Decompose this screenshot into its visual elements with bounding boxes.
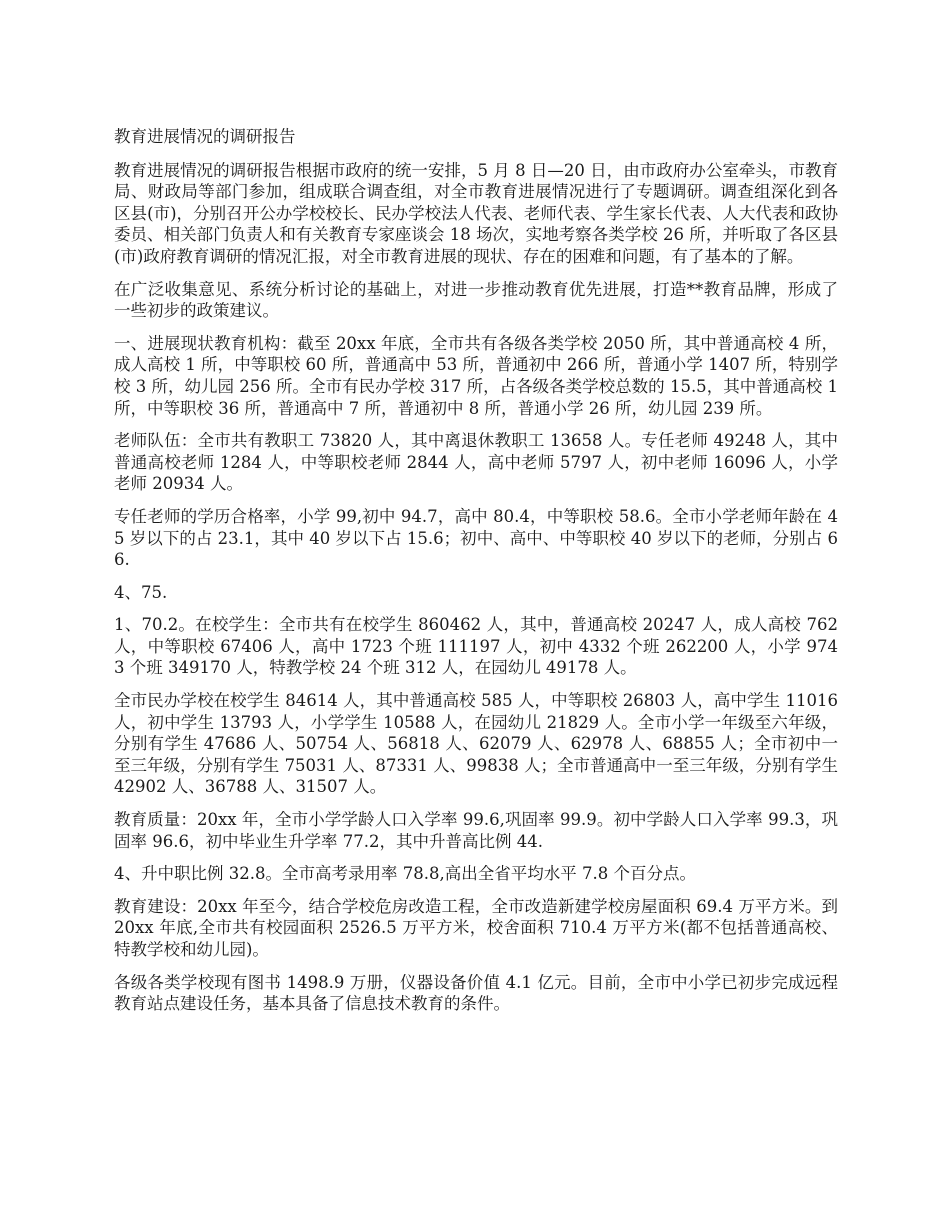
paragraph-qualification: 专任老师的学历合格率，小学 99,初中 94.7，高中 80.4，中等职校 58.6。全市小学老师年龄在 45 岁以下的占 23.1，其中 40 岁以下占 15.6；初中、高中、中等职校 40 岁以下的老师，分别占 66.	[114, 506, 838, 570]
paragraph-students: 1、70.2。在校学生：全市共有在校学生 860462 人，其中，普通高校 20247 人，成人高校 762 人，中等职校 67406 人，高中 1723 个班 111197 人，初中 4332 个班 262200 人，小学 9743 个班 349170 人，特教学校 24 个班 312 人，在园幼儿 49178 人。	[114, 615, 838, 678]
paragraph-teachers: 老师队伍：全市共有教职工 73820 人，其中离退休教职工 13658 人。专任老师 49248 人，其中普通高校老师 1284 人，中等职校老师 2844 人，高中老师 5797 人，初中老师 16096 人，小学老师 20934 人。	[114, 431, 838, 494]
paragraph-quality: 教育质量：20xx 年，全市小学学龄人口入学率 99.6,巩固率 99.9。初中学龄人口入学率 99.3，巩固率 96.6，初中毕业生升学率 77.2，其中升普高比例 44.	[114, 810, 838, 851]
paragraph-intro: 教育进展情况的调研报告根据市政府的统一安排，5 月 8 日—20 日，由市政府办公室牵头，市教育局、财政局等部门参加，组成联合调查组，对全市教育进展情况进行了专题调研。调查组深化到各区县(市)，分别召开公办学校校长、民办学校法人代表、老师代表、学生家长代表、人大代表和政协委员、相关部门负责人和有关教育专家座谈会 18 场次，实地考察各类学校 26 所，并听取了各区县(市)政府教育调研的情况汇报，对全市教育进展的现状、存在的困难和问题，有了基本的了解。	[114, 160, 838, 266]
paragraph-fragment-1: 4、75.	[114, 582, 168, 602]
paragraph-private-students: 全市民办学校在校学生 84614 人，其中普通高校 585 人，中等职校 26803 人，高中学生 11016 人，初中学生 13793 人，小学学生 10588 人，在园幼儿 21829 人。全市小学一年级至六年级，分别有学生 47686 人、50754 人、56818 人、62079 人、62978 人、68855 人；全市初中一至三年级，分别有学生 75031 人、87331 人、99838 人；全市普通高中一至三年级，分别有学生 42902 人、36788 人、31507 人。	[114, 691, 838, 797]
document-title: 教育进展情况的调研报告	[114, 127, 296, 146]
document-body	[114, 126, 838, 1026]
paragraph-construction: 教育建设：20xx 年至今，结合学校危房改造工程，全市改造新建学校房屋面积 69.4 万平方米。到 20xx 年底,全市共有校园面积 2526.5 万平方米，校舍面积 710.4 万平方米(都不包括普通高校、特教学校和幼儿园)。	[114, 896, 838, 959]
paragraph-resources: 各级各类学校现有图书 1498.9 万册，仪器设备价值 4.1 亿元。目前，全市中小学已初步完成远程教育站点建设任务，基本具备了信息技术教育的条件。	[114, 972, 838, 1014]
paragraph-quality-cont: 4、升中职比例 32.8。全市高考录用率 78.8,高出全省平均水平 7.8 个百分点。	[114, 864, 696, 884]
paragraph-institutions: 一、进展现状教育机构：截至 20xx 年底，全市共有各级各类学校 2050 所，其中普通高校 4 所，成人高校 1 所，中等职校 60 所，普通高中 53 所，普通初中 266 所，普通小学 1407 所，特别学校 3 所，幼儿园 256 所。全市有民办学校 317 所，占各级各类学校总数的 15.5，其中普通高校 1 所，中等职校 36 所，普通高中 7 所，普通初中 8 所，普通小学 26 所，幼儿园 239 所。	[114, 333, 838, 418]
paragraph-policy: 在广泛收集意见、系统分析讨论的基础上，对进一步推动教育优先进展，打造**教育品牌，形成了一些初步的政策建议。	[114, 279, 838, 321]
